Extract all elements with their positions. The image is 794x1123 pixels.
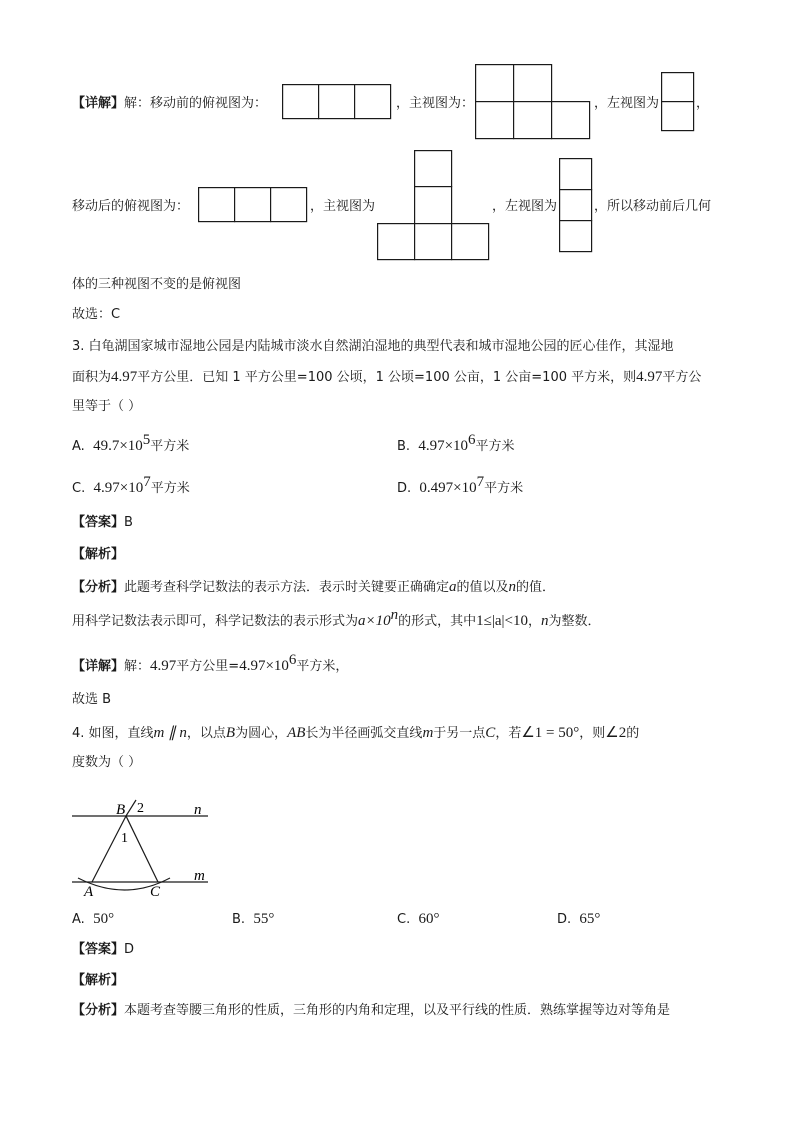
detail-tag: 【详解】 bbox=[72, 96, 125, 111]
label-angle-1: 1 bbox=[121, 831, 128, 846]
after-left-view-label: ，左视图为 bbox=[492, 199, 558, 214]
q4-option-b[interactable]: B. 55° bbox=[232, 911, 275, 927]
q4-analysis-tag: 【解析】 bbox=[72, 973, 125, 988]
q4-stem-line-1: 4. 如图，直线m ∥ n，以点B为圆心，AB长为半径画弧交直线m于另一点C，若∠1 = 50°，则∠2的 bbox=[72, 725, 640, 741]
label-angle-2: 2 bbox=[137, 801, 144, 816]
q3-stem-line-3: 里等于（ ） bbox=[72, 399, 142, 414]
comma: ， bbox=[696, 96, 710, 111]
q3-option-b[interactable]: B. $4.97\times 10^6$平方米 bbox=[397, 432, 515, 454]
label-c: C bbox=[150, 884, 161, 900]
after-top-view-label: 移动后的俯视图为： bbox=[72, 199, 190, 214]
q3-option-a[interactable]: A. $49.7\times 10^5$平方米 bbox=[72, 432, 190, 454]
q3-analysis-tag: 【解析】 bbox=[72, 547, 125, 562]
q4-option-d[interactable]: D. 65° bbox=[557, 911, 601, 927]
q4-analysis: 【分析】本题考查等腰三角形的性质，三角形的内角和定理，以及平行线的性质．熟练掌握等边对等角是 bbox=[72, 1003, 671, 1018]
segment-bc bbox=[126, 816, 158, 882]
q3-stem-line-1: 3. 白龟湖国家城市湿地公园是内陆城市淡水自然湖泊湿地的典型代表和城市湿地公园的匠心佳作，其湿地 bbox=[72, 339, 674, 354]
segment-ab bbox=[92, 816, 126, 882]
label-m: m bbox=[194, 868, 205, 884]
before-left-view-figure bbox=[661, 72, 695, 132]
q3-detail: 【详解】解：4.97平方公里$=4.97\times 10^6$平方米， bbox=[72, 652, 349, 674]
q4-option-c[interactable]: C. 60° bbox=[397, 911, 440, 927]
q3-final: 故选 B bbox=[72, 692, 112, 707]
q4-option-a[interactable]: A. 50° bbox=[72, 911, 115, 927]
segment-bc-extension bbox=[126, 800, 136, 816]
detail-line-1 bbox=[72, 95, 267, 113]
q2-answer: 故选：C bbox=[72, 307, 121, 322]
after-left-view-figure bbox=[559, 158, 593, 254]
left-view-label: ，左视图为 bbox=[594, 96, 660, 111]
q3-option-c[interactable]: C. $4.97\times 10^7$平方米 bbox=[72, 474, 190, 496]
q4-geometry-figure bbox=[70, 796, 220, 902]
after-front-view-label: ，主视图为 bbox=[310, 199, 376, 214]
detail-tail: ，所以移动前后几何 bbox=[594, 199, 712, 214]
q3-method: 用科学记数法表示即可，科学记数法的表示形式为$a\times 10^n$的形式，其中1≤|a|<10，n为整数． bbox=[72, 607, 601, 629]
label-a: A bbox=[84, 884, 94, 900]
detail-conclusion: 体的三种视图不变的是俯视图 bbox=[72, 277, 242, 292]
before-top-view-figure bbox=[282, 84, 392, 120]
label-n: n bbox=[194, 802, 202, 818]
before-top-view-label: 解：移动前的俯视图为： bbox=[124, 96, 268, 111]
q4-answer: 【答案】D bbox=[72, 942, 135, 957]
before-front-view-figure bbox=[475, 64, 592, 140]
q3-option-d[interactable]: D. $0.497\times 10^7$平方米 bbox=[397, 474, 524, 496]
q3-analysis: 【分析】此题考查科学记数法的表示方法．表示时关键要正确确定a的值以及n的值． bbox=[72, 579, 556, 595]
q3-answer: 【答案】B bbox=[72, 515, 133, 530]
q4-stem-line-2: 度数为（ ） bbox=[72, 755, 142, 770]
after-front-view-figure bbox=[377, 150, 490, 262]
label-b: B bbox=[116, 802, 126, 818]
after-top-view-figure bbox=[198, 187, 308, 223]
q3-stem-line-2: 面积为4.97平方公里．已知 1 平方公里=100 公顷，1 公顷=100 公亩，1 公亩=100 平方米，则4.97平方公 bbox=[72, 369, 702, 385]
front-view-label: ，主视图为： bbox=[396, 96, 475, 111]
